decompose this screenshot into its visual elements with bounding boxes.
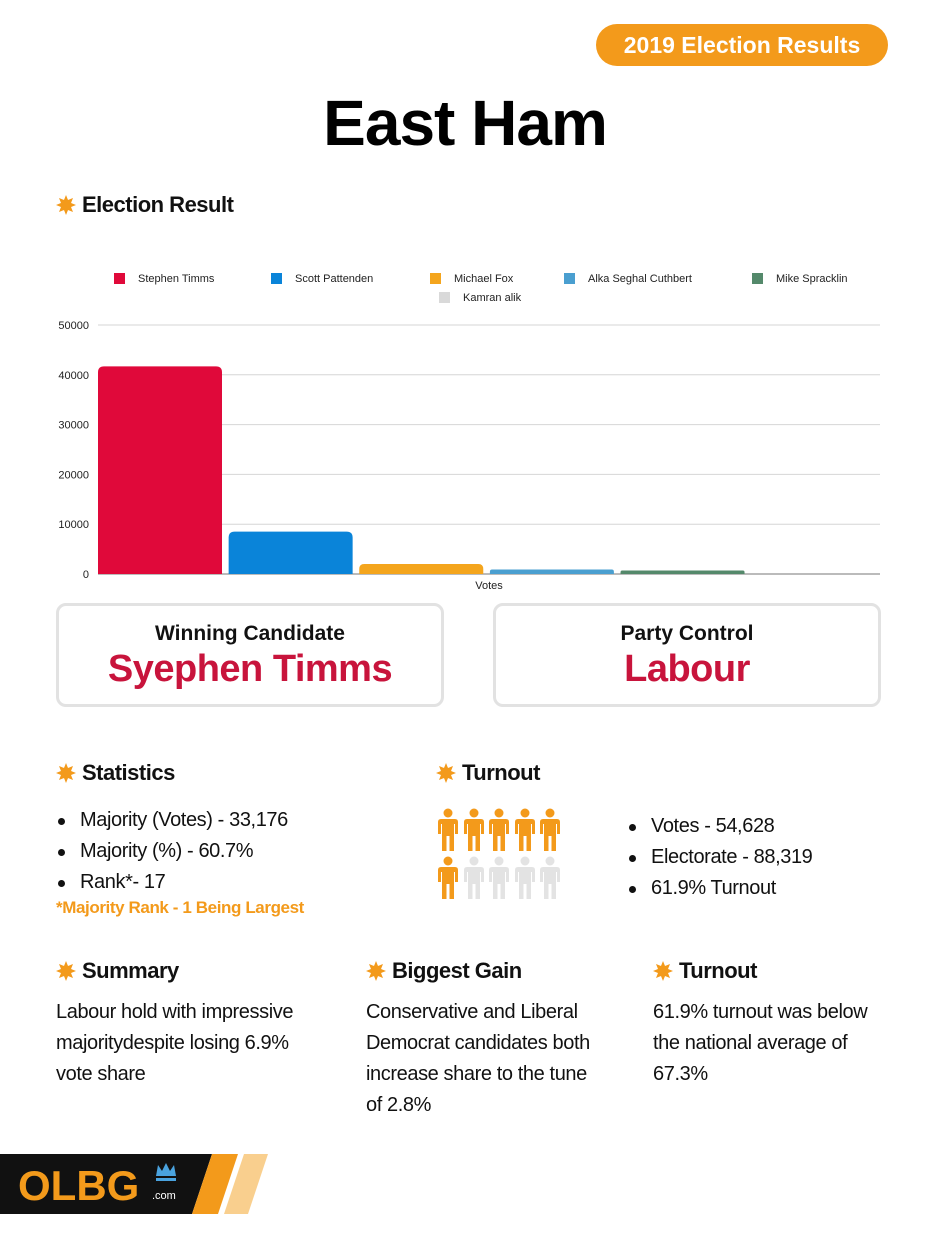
legend-label: Scott Pattenden: [295, 273, 374, 285]
y-tick-label: 0: [82, 569, 89, 581]
bar: [229, 532, 353, 574]
text-line: Labour hold with impressive: [56, 1001, 294, 1023]
summary-label: Summary: [82, 958, 179, 983]
person-icon: [462, 856, 486, 900]
party-control-card: [493, 603, 881, 707]
list-item: Electorate - 88,319: [627, 842, 812, 873]
text-line: 67.3%: [653, 1063, 708, 1085]
person-icon: [538, 856, 562, 900]
bar: [621, 571, 745, 574]
winning-candidate-label: Winning Candidate: [155, 622, 345, 645]
person-icon: [487, 808, 511, 852]
sun-icon: [436, 763, 456, 783]
majority-rank-footnote: *Majority Rank - 1 Being Largest: [56, 898, 304, 917]
list-item: Majority (Votes) - 33,176: [56, 805, 288, 836]
bar: [359, 564, 483, 574]
legend-label: Mike Spracklin: [776, 273, 848, 285]
legend-label: Kamran alik: [463, 292, 522, 304]
biggest-gain-heading: [366, 958, 522, 984]
legend-swatch: [439, 292, 450, 303]
person-icon: [487, 856, 511, 900]
legend-swatch: [271, 273, 282, 284]
party-control-value: Labour: [624, 648, 750, 690]
person-icon: [513, 808, 537, 852]
legend-swatch: [114, 273, 125, 284]
bar: [490, 570, 614, 574]
legend-label: Alka Seghal Cuthbert: [588, 273, 692, 285]
turnout-label: Turnout: [462, 760, 540, 785]
list-item: Votes - 54,628: [627, 811, 812, 842]
y-tick-label: 30000: [58, 419, 89, 432]
logo-suffix: .com: [152, 1190, 176, 1202]
person-icon: [436, 856, 460, 900]
turnout-list: [627, 811, 812, 904]
sun-icon: [56, 763, 76, 783]
y-tick-label: 40000: [58, 369, 89, 382]
logo-text: OLBG: [18, 1162, 140, 1209]
list-item: 61.9% Turnout: [627, 873, 812, 904]
text-line: Democrat candidates both: [366, 1032, 590, 1054]
olbg-logo: [0, 1154, 270, 1214]
turnout-heading: [436, 760, 540, 786]
text-line: increase share to the tune: [366, 1063, 587, 1085]
votes-bar-chart: [0, 240, 930, 595]
person-icon: [513, 856, 537, 900]
party-control-label: Party Control: [620, 622, 754, 645]
list-item: Rank*- 17: [56, 867, 288, 898]
sun-icon: [653, 961, 673, 981]
text-line: majoritydespite losing 6.9%: [56, 1032, 289, 1054]
legend-label: Michael Fox: [454, 273, 514, 285]
text-line: vote share: [56, 1063, 146, 1085]
election-year-badge: 2019 Election Results: [596, 24, 888, 66]
election-result-label: Election Result: [82, 192, 234, 217]
statistics-heading: [56, 760, 175, 786]
winning-candidate-card: [56, 603, 444, 707]
legend-swatch: [564, 273, 575, 284]
legend-label: Stephen Timms: [138, 273, 215, 285]
summary-heading: [56, 958, 179, 984]
person-icon: [538, 808, 562, 852]
list-item: Majority (%) - 60.7%: [56, 836, 288, 867]
y-tick-label: 20000: [58, 469, 89, 482]
y-tick-label: 50000: [58, 320, 89, 332]
biggest-gain-text: [366, 997, 590, 1121]
x-axis-label: Votes: [475, 580, 503, 592]
page-title: East Ham: [323, 87, 607, 159]
bar: [98, 366, 222, 574]
summary-text: [56, 997, 293, 1090]
turnout-note-label: Turnout: [679, 958, 757, 983]
sun-icon: [56, 195, 76, 215]
legend-swatch: [752, 273, 763, 284]
person-icon: [462, 808, 486, 852]
text-line: of 2.8%: [366, 1094, 432, 1116]
election-result-heading: [56, 192, 233, 218]
turnout-note-heading: [653, 958, 757, 984]
sun-icon: [56, 961, 76, 981]
text-line: the national average of: [653, 1032, 848, 1054]
statistics-list: [56, 805, 288, 898]
legend-swatch: [430, 273, 441, 284]
statistics-label: Statistics: [82, 760, 175, 785]
sun-icon: [366, 961, 386, 981]
person-icon: [436, 808, 460, 852]
winning-candidate-value: Syephen Timms: [107, 648, 393, 690]
text-line: Conservative and Liberal: [366, 1001, 578, 1023]
crown-base: [156, 1178, 176, 1181]
text-line: 61.9% turnout was below: [653, 1001, 868, 1023]
biggest-gain-label: Biggest Gain: [392, 958, 522, 983]
y-tick-label: 10000: [58, 519, 89, 532]
turnout-note-text: [653, 997, 867, 1090]
